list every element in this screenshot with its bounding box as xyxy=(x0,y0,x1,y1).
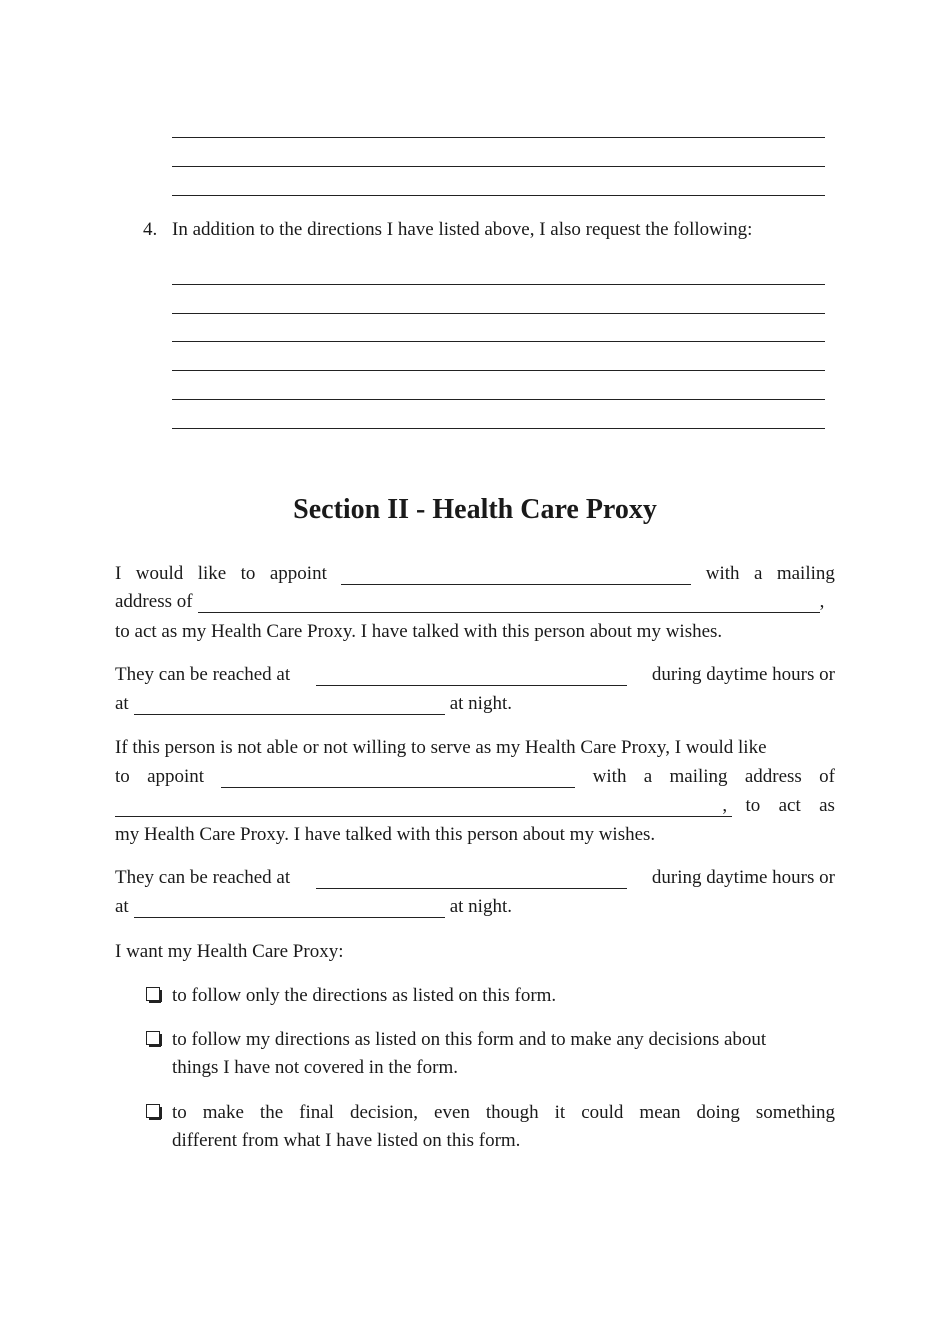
text: , xyxy=(819,591,825,612)
blank-line[interactable] xyxy=(172,195,825,196)
text: They can be reached at xyxy=(115,867,291,888)
blank-line[interactable] xyxy=(172,166,825,167)
option-checkbox[interactable] xyxy=(146,987,162,1003)
proxy-statement: to act as my Health Care Proxy. I have talked with this person about my wishes. xyxy=(115,621,723,642)
proxy-address-row xyxy=(115,591,835,613)
text: of xyxy=(819,766,835,787)
daytime-phone-field[interactable] xyxy=(316,668,627,686)
text: to follow only the directions as listed on this form. xyxy=(172,985,557,1006)
blank-line[interactable] xyxy=(172,370,825,371)
alternate-statement: my Health Care Proxy. I have talked with this person about my wishes. xyxy=(115,824,656,845)
section-title: Section II - Health Care Proxy xyxy=(293,494,657,525)
option-text xyxy=(172,982,835,1010)
alternate-address-row xyxy=(115,795,835,817)
alternate-intro-row xyxy=(115,737,835,759)
text: , xyxy=(722,795,728,816)
text: during daytime hours or xyxy=(651,867,835,888)
text: to follow my directions as listed on this form and to make any decisions about xyxy=(172,1029,767,1050)
text: as xyxy=(819,795,835,816)
reach2-night-row xyxy=(115,896,835,918)
blank-line[interactable] xyxy=(172,399,825,400)
text: a xyxy=(643,766,653,787)
option-text xyxy=(172,1026,835,1082)
item-text: In addition to the directions I have listed above, I also request the following: xyxy=(172,219,753,240)
text: to xyxy=(745,795,761,816)
text: appoint xyxy=(147,766,205,787)
proxy-name-field[interactable] xyxy=(341,567,691,585)
proxy-address-field[interactable] xyxy=(198,595,820,613)
text: to make the final decision, even though it could mean doing something xyxy=(172,1102,835,1123)
blank-line[interactable] xyxy=(172,313,825,314)
reach2-day-row xyxy=(115,867,835,889)
text: mailing xyxy=(669,766,728,787)
night-phone-field[interactable] xyxy=(134,697,445,715)
alternate-night-phone-field[interactable] xyxy=(134,900,445,918)
text: If this person is not able or not willing to serve as my Health Care Proxy, I would like xyxy=(115,737,767,758)
text: address of xyxy=(115,591,193,612)
text: I xyxy=(115,563,122,584)
text: with xyxy=(592,766,627,787)
blank-line[interactable] xyxy=(172,428,825,429)
text: at night. xyxy=(449,896,512,917)
item-number: 4. xyxy=(143,219,158,240)
want-label: I want my Health Care Proxy: xyxy=(115,941,344,962)
option-checkbox[interactable] xyxy=(146,1031,162,1047)
text: things I have not covered in the form. xyxy=(172,1057,458,1078)
alternate-name-field[interactable] xyxy=(221,770,575,788)
text: mailing xyxy=(776,563,835,584)
alternate-appoint-row xyxy=(115,766,835,788)
text: would xyxy=(135,563,184,584)
option-checkbox[interactable] xyxy=(146,1104,162,1120)
text: during daytime hours or xyxy=(651,664,835,685)
text: address xyxy=(744,766,802,787)
text: at night. xyxy=(449,693,512,714)
text: to xyxy=(115,766,130,787)
proxy-appoint-row xyxy=(115,563,835,585)
text: at xyxy=(115,896,129,917)
reach-day-row xyxy=(115,664,835,686)
reach-night-row xyxy=(115,693,835,715)
text: act xyxy=(778,795,801,816)
text: at xyxy=(115,693,129,714)
text: They can be reached at xyxy=(115,664,291,685)
blank-line[interactable] xyxy=(172,284,825,285)
blank-line[interactable] xyxy=(172,341,825,342)
text: with xyxy=(705,563,740,584)
alternate-daytime-phone-field[interactable] xyxy=(316,871,627,889)
option-text xyxy=(172,1099,835,1155)
text: a xyxy=(753,563,763,584)
text: appoint xyxy=(269,563,327,584)
alternate-address-field[interactable] xyxy=(115,799,732,817)
text: different from what I have listed on this form. xyxy=(172,1130,521,1151)
text: like xyxy=(197,563,227,584)
text: to xyxy=(240,563,256,584)
blank-line[interactable] xyxy=(172,137,825,138)
